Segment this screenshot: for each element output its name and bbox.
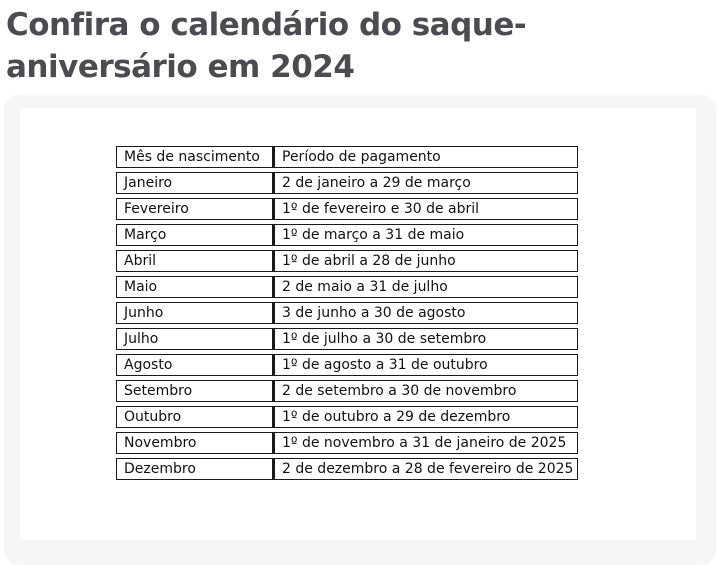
table-row — [116, 328, 578, 350]
birth-month-cell: Outubro — [116, 406, 274, 428]
table-image-panel — [20, 108, 696, 540]
table-row — [116, 432, 578, 454]
table-row — [116, 276, 578, 298]
payment-period-cell: 2 de maio a 31 de julho — [274, 276, 578, 298]
birth-month-cell: Agosto — [116, 354, 274, 376]
birth-month-cell: Abril — [116, 250, 274, 272]
payment-period-cell: 1º de agosto a 31 de outubro — [274, 354, 578, 376]
table-row — [116, 354, 578, 376]
payment-period-cell: 2 de setembro a 30 de novembro — [274, 380, 578, 402]
birth-month-cell: Setembro — [116, 380, 274, 402]
table-header-row — [116, 146, 578, 168]
birth-month-cell: Julho — [116, 328, 274, 350]
table-row — [116, 302, 578, 324]
table-row — [116, 406, 578, 428]
table-row — [116, 172, 578, 194]
payment-period-cell: 1º de março a 31 de maio — [274, 224, 578, 246]
table-row — [116, 250, 578, 272]
birth-month-cell: Junho — [116, 302, 274, 324]
birth-month-cell: Janeiro — [116, 172, 274, 194]
table-row — [116, 458, 578, 480]
payment-calendar-table — [116, 142, 578, 484]
payment-period-cell: 1º de outubro a 29 de dezembro — [274, 406, 578, 428]
table-row — [116, 198, 578, 220]
payment-period-cell: 1º de abril a 28 de junho — [274, 250, 578, 272]
payment-period-cell: 3 de junho a 30 de agosto — [274, 302, 578, 324]
payment-period-cell: 2 de janeiro a 29 de março — [274, 172, 578, 194]
header-birth-month: Mês de nascimento — [116, 146, 274, 168]
payment-period-cell: 1º de novembro a 31 de janeiro de 2025 — [274, 432, 578, 454]
payment-period-cell: 1º de julho a 30 de setembro — [274, 328, 578, 350]
birth-month-cell: Dezembro — [116, 458, 274, 480]
page-title: Confira o calendário do saque-aniversário em 2024 — [6, 7, 527, 85]
birth-month-cell: Março — [116, 224, 274, 246]
birth-month-cell: Maio — [116, 276, 274, 298]
birth-month-cell: Fevereiro — [116, 198, 274, 220]
table-row — [116, 380, 578, 402]
table-row — [116, 224, 578, 246]
payment-period-cell: 2 de dezembro a 28 de fevereiro de 2025 — [274, 458, 578, 480]
birth-month-cell: Novembro — [116, 432, 274, 454]
header-payment-period: Período de pagamento — [274, 146, 578, 168]
payment-period-cell: 1º de fevereiro e 30 de abril — [274, 198, 578, 220]
